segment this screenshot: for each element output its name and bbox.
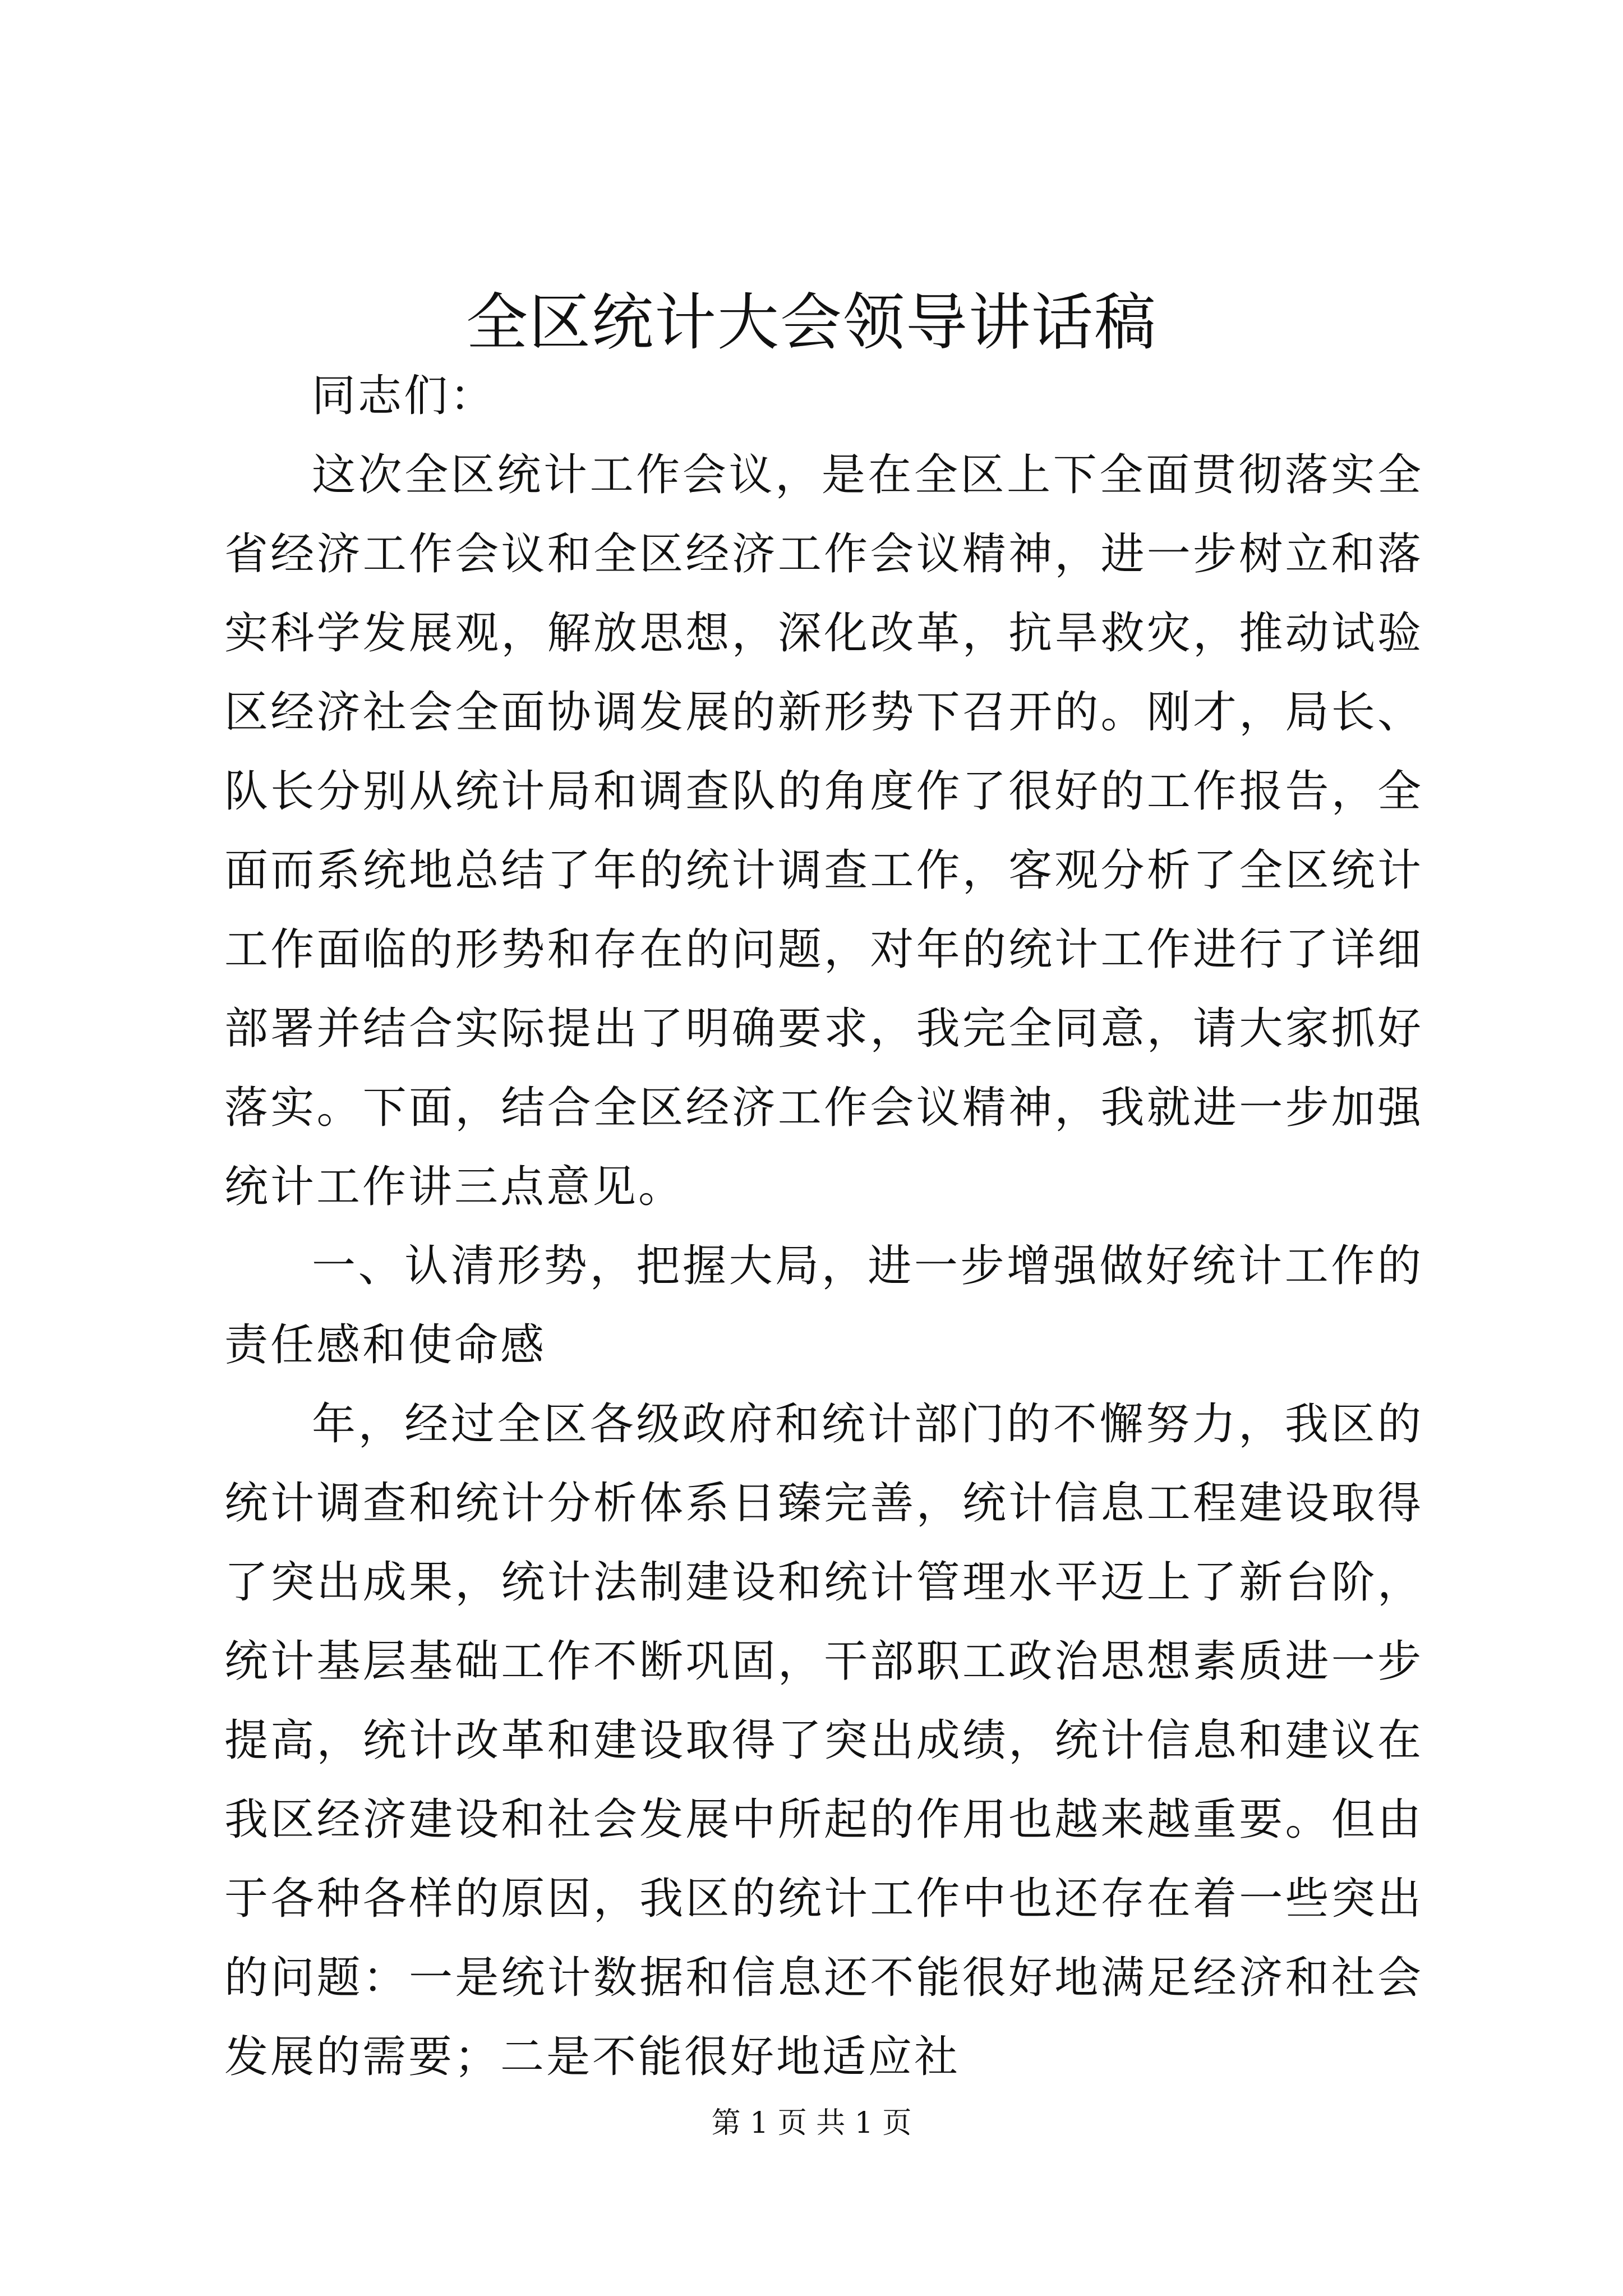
opening-paragraph: 这次全区统计工作会议，是在全区上下全面贯彻落实全省经济工作会议和全区经济工作会议精神，进一步树立和落实科学发展观，解放思想，深化改革，抗旱救灾，推动试验区经济社会全面协调发展的新形势下召开的。刚才，局长、队长分别从统计局和调查队的角度作了很好的工作报告，全面而系统地总结了年的统计调查工作，客观分析了全区统计工作面临的形势和存在的问题，对年的统计工作进行了详细部署并结合实际提出了明确要求，我完全同意，请大家抓好落实。下面，结合全区经济工作会议精神，我就进一步加强统计工作讲三点意见。 [224,450,1423,1212]
section-1-paragraph: 年，经过全区各级政府和统计部门的不懈努力，我区的统计调查和统计分析体系日臻完善，统计信息工程建设取得了突出成果，统计法制建设和统计管理水平迈上了新台阶，统计基层基础工作不断巩固，干部职工政治思想素质进一步提高，统计改革和建设取得了突出成绩，统计信息和建议在我区经济建设和社会发展中所起的作用也越来越重要。但由于各种各样的原因，我区的统计工作中也还存在着一些突出的问题：一是统计数据和信息还不能很好地满足经济和社会发展的需要；二是不能很好地适应社 [224,1399,1423,2082]
salutation-paragraph: 同志们： [312,371,496,421]
document-body [224,357,1423,2097]
document-title: 全区统计大会领导讲话稿 [466,287,1157,358]
page-number-footer: 第 1 页 共 1 页 [711,2106,912,2140]
section-heading-1: 一、认清形势，把握大局，进一步增强做好统计工作的责任感和使命感 [224,1241,1423,1370]
